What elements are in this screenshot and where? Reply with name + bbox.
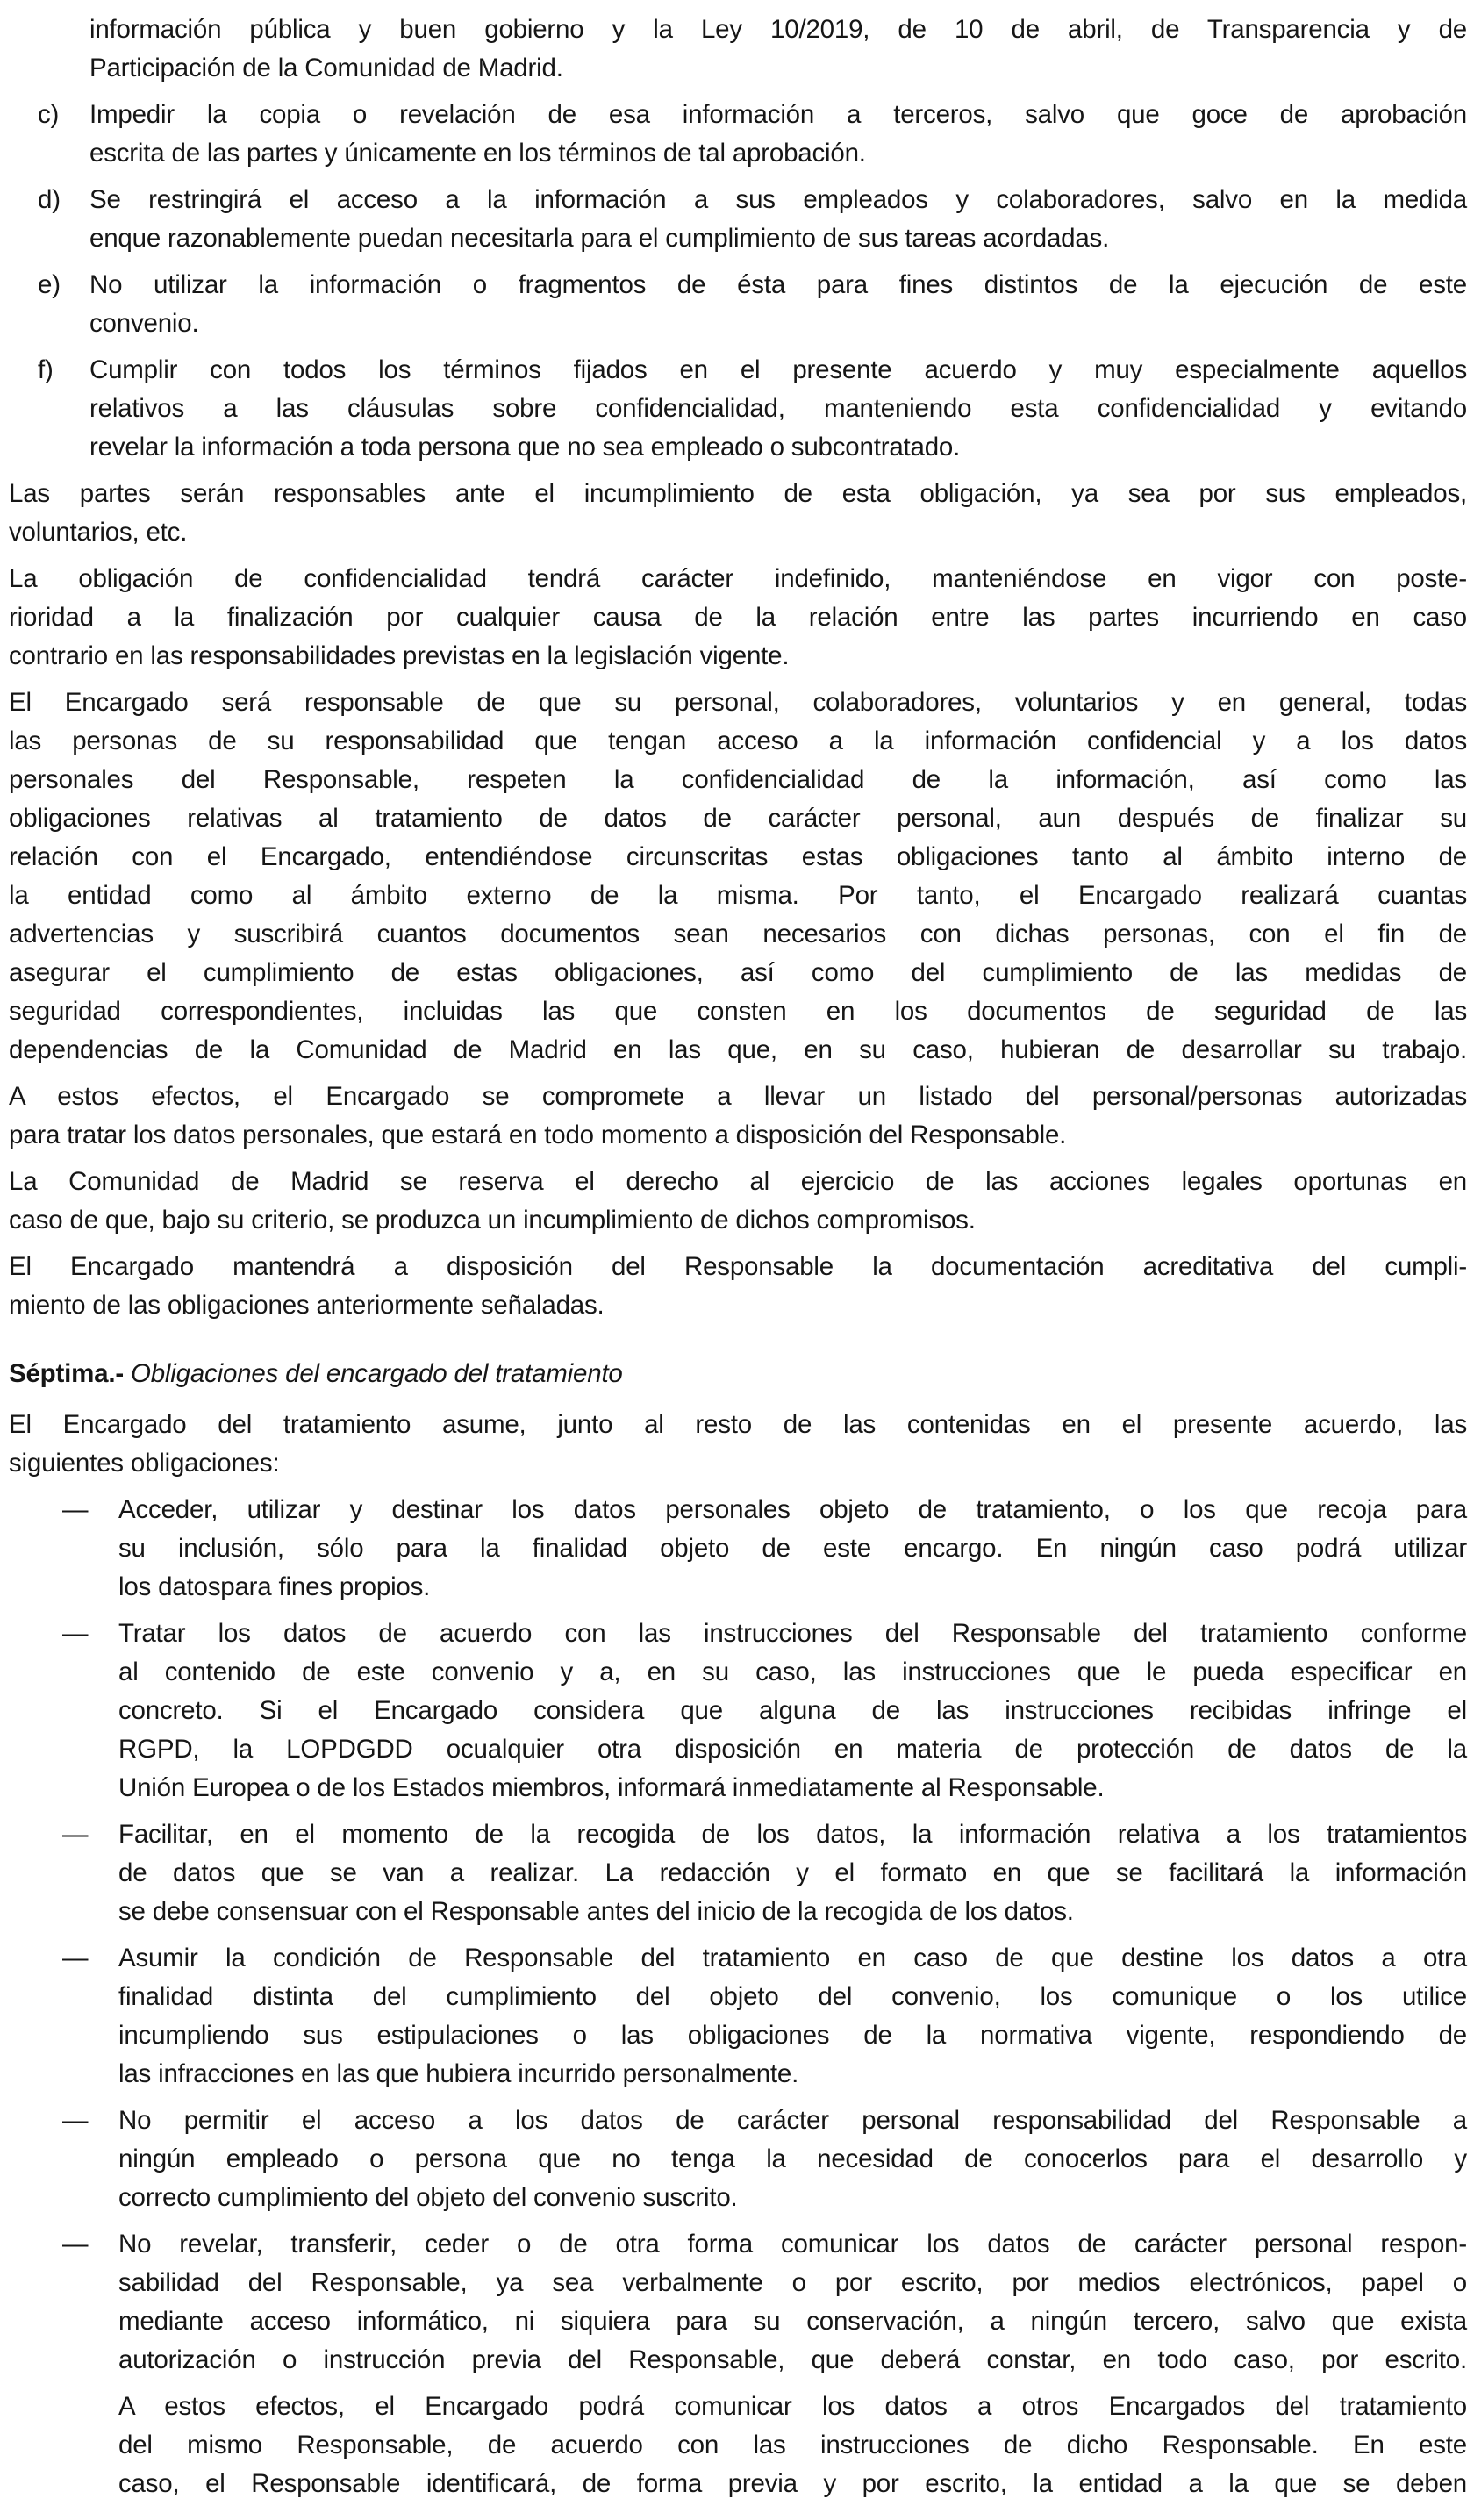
clause-heading [9,1355,1467,1393]
text-line: la entidad como al ámbito externo de la misma. Por tanto, el Encargado realizará cuantas [9,881,1467,910]
letter-marker: f) [38,355,54,384]
clause-heading-title: Obligaciones del encargado del tratamiento [130,1359,623,1388]
text-line: Las partes serán responsables ante el incumplimiento de esta obligación, ya sea por sus empleados, [9,479,1467,508]
text-line: se debe consensuar con el Responsable antes del inicio de la recogida de los datos. [118,1897,1074,1926]
text-line: contrario en las responsabilidades previstas en la legislación vigente. [9,641,790,670]
dash-marker: — [62,2230,89,2259]
dash-list-item [62,1491,1467,1607]
text-line: autorización o instrucción previa del Responsable, que deberá constar, en todo caso, por escrito. [118,2345,1467,2374]
text-line: caso de que, bajo su criterio, se produzca un incumplimiento de dichos compromisos. [9,1206,976,1235]
clause-heading-number: Séptima.- [9,1359,124,1388]
text-line: Facilitar, en el momento de la recogida de los datos, la información relativa a los tratamientos [118,1820,1467,1849]
text-line: obligaciones relativas al tratamiento de datos de carácter personal, aun después de finalizar su [9,804,1467,833]
text-line: los datospara fines propios. [118,1572,431,1601]
dash-marker: — [62,2106,89,2135]
text-line: relativos a las cláusulas sobre confidencialidad, manteniendo esta confidencialidad y evitando [89,394,1467,423]
text-line: El Encargado del tratamiento asume, junto al resto de las contenidas en el presente acuerdo, las [9,1410,1467,1439]
letter-marker: d) [38,185,61,214]
text-line: ningún empleado o persona que no tenga la necesidad de conocerlos para el desarrollo y [118,2144,1467,2173]
dash-list-item [62,2225,1467,2380]
text-line: las personas de su responsabilidad que tengan acceso a la información confidencial y a los datos [9,727,1467,755]
text-line: Cumplir con todos los términos fijados en el presente acuerdo y muy especialmente aquellos [89,355,1467,384]
letter-marker: c) [38,100,60,129]
text-line: voluntarios, etc. [9,518,188,547]
text-line: las infracciones en las que hubiera incurrido personalmente. [118,2059,799,2088]
text-line: advertencias y suscribirá cuantos documentos sean necesarios con dichas personas, con el fin de [9,920,1467,949]
text-line: revelar la información a toda persona que no sea empleado o subcontratado. [89,433,961,462]
text-line: dependencias de la Comunidad de Madrid en las que, en su caso, hubieran de desarrollar su trabajo. [9,1035,1467,1064]
paragraph [9,1406,1467,1483]
dash-list-item [62,2101,1467,2217]
dash-item-continuation [118,2388,1467,2503]
text-line: asegurar el cumplimiento de estas obligaciones, así como del cumplimiento de las medidas de [9,958,1467,987]
text-line: Tratar los datos de acuerdo con las instrucciones del Responsable del tratamiento conforme [118,1619,1467,1648]
text-line: rioridad a la finalización por cualquier causa de la relación entre las partes incurriendo en caso [9,603,1467,632]
text-line: El Encargado será responsable de que su personal, colaboradores, voluntarios y en general, todas [9,688,1467,717]
text-line: Se restringirá el acceso a la información a sus empleados y colaboradores, salvo en la medida [89,185,1467,214]
text-line: incumpliendo sus estipulaciones o las obligaciones de la normativa vigente, respondiendo de [118,2021,1467,2050]
text-line: La Comunidad de Madrid se reserva el derecho al ejercicio de las acciones legales oportunas en [9,1167,1467,1196]
text-line: mediante acceso informático, ni siquiera para su conservación, a ningún tercero, salvo que exista [118,2307,1467,2336]
paragraph [9,560,1467,676]
text-line: de datos que se van a realizar. La redacción y el formato en que se facilitará la información [118,1858,1467,1887]
text-line: seguridad correspondientes, incluidas las que consten en los documentos de seguridad de las [9,997,1467,1026]
text-line: siguientes obligaciones: [9,1449,280,1478]
text-line: concreto. Si el Encargado considera que alguna de las instrucciones recibidas infringe el [118,1696,1467,1725]
text-line: al contenido de este convenio y a, en su caso, las instrucciones que le pueda especificar en [118,1657,1467,1686]
text-line: No utilizar la información o fragmentos de ésta para fines distintos de la ejecución de este [89,270,1467,299]
lettered-list-item [38,351,1467,467]
dash-list-item [62,1939,1467,2094]
paragraph [9,1077,1467,1155]
dash-list-item [62,1614,1467,1808]
text-line: información pública y buen gobierno y la Ley 10/2019, de 10 de abril, de Transparencia y de [89,15,1467,44]
text-line: su inclusión, sólo para la finalidad objeto de este encargo. En ningún caso podrá utilizar [118,1534,1467,1563]
text-line: miento de las obligaciones anteriormente señaladas. [9,1291,605,1320]
paragraph [9,475,1467,552]
paragraph [9,1248,1467,1325]
dash-marker: — [62,1820,89,1849]
text-line: relación con el Encargado, entendiéndose circunscritas estas obligaciones tanto al ámbito interno de [9,842,1467,871]
dash-list-item [62,1815,1467,1931]
text-line: Participación de la Comunidad de Madrid. [89,54,563,82]
text-line: escrita de las partes y únicamente en los términos de tal aprobación. [89,139,866,168]
text-line: El Encargado mantendrá a disposición del Responsable la documentación acreditativa del cumpli- [9,1252,1467,1281]
text-line: caso, el Responsable identificará, de forma previa y por escrito, la entidad a la que se deben [118,2469,1467,2498]
text-line: del mismo Responsable, de acuerdo con las instrucciones de dicho Responsable. En este [118,2431,1467,2459]
letter-marker: e) [38,270,61,299]
dash-marker: — [62,1619,89,1648]
dash-marker: — [62,1495,89,1524]
text-line: A estos efectos, el Encargado se compromete a llevar un listado del personal/personas autorizadas [9,1082,1467,1111]
lettered-list-item [38,96,1467,173]
lettered-list-item [38,181,1467,258]
dash-marker: — [62,1944,89,1972]
paragraph [9,1163,1467,1240]
text-line: Acceder, utilizar y destinar los datos personales objeto de tratamiento, o los que recoja para [118,1495,1467,1524]
text-line: finalidad distinta del cumplimiento del objeto del convenio, los comunique o los utilice [118,1982,1467,2011]
text-line: para tratar los datos personales, que estará en todo momento a disposición del Responsable. [9,1120,1067,1149]
text-line: La obligación de confidencialidad tendrá carácter indefinido, manteniéndose en vigor con poste- [9,564,1467,593]
text-line: RGPD, la LOPDGDD ocualquier otra disposición en materia de protección de datos de la [118,1735,1467,1764]
text-line: enque razonablemente puedan necesitarla para el cumplimiento de sus tareas acordadas. [89,224,1110,253]
text-line: correcto cumplimiento del objeto del convenio suscrito. [118,2183,738,2212]
text-line: sabilidad del Responsable, ya sea verbalmente o por escrito, por medios electrónicos, papel o [118,2268,1467,2297]
text-line: No revelar, transferir, ceder o de otra forma comunicar los datos de carácter personal respon- [118,2230,1467,2259]
text-line: No permitir el acceso a los datos de carácter personal responsabilidad del Responsable a [118,2106,1467,2135]
text-line: personales del Responsable, respeten la confidencialidad de la información, así como las [9,765,1467,794]
text-line: Impedir la copia o revelación de esa información a terceros, salvo que goce de aprobación [89,100,1467,129]
text-line: convenio. [89,309,199,338]
text-line: A estos efectos, el Encargado podrá comunicar los datos a otros Encargados del tratamiento [118,2392,1467,2421]
text-line: Asumir la condición de Responsable del tratamiento en caso de que destine los datos a otra [118,1944,1467,1972]
lettered-list-item [38,266,1467,343]
paragraph-continuation [89,11,1467,88]
text-line: Unión Europea o de los Estados miembros, informará inmediatamente al Responsable. [118,1773,1105,1802]
paragraph [9,684,1467,1070]
